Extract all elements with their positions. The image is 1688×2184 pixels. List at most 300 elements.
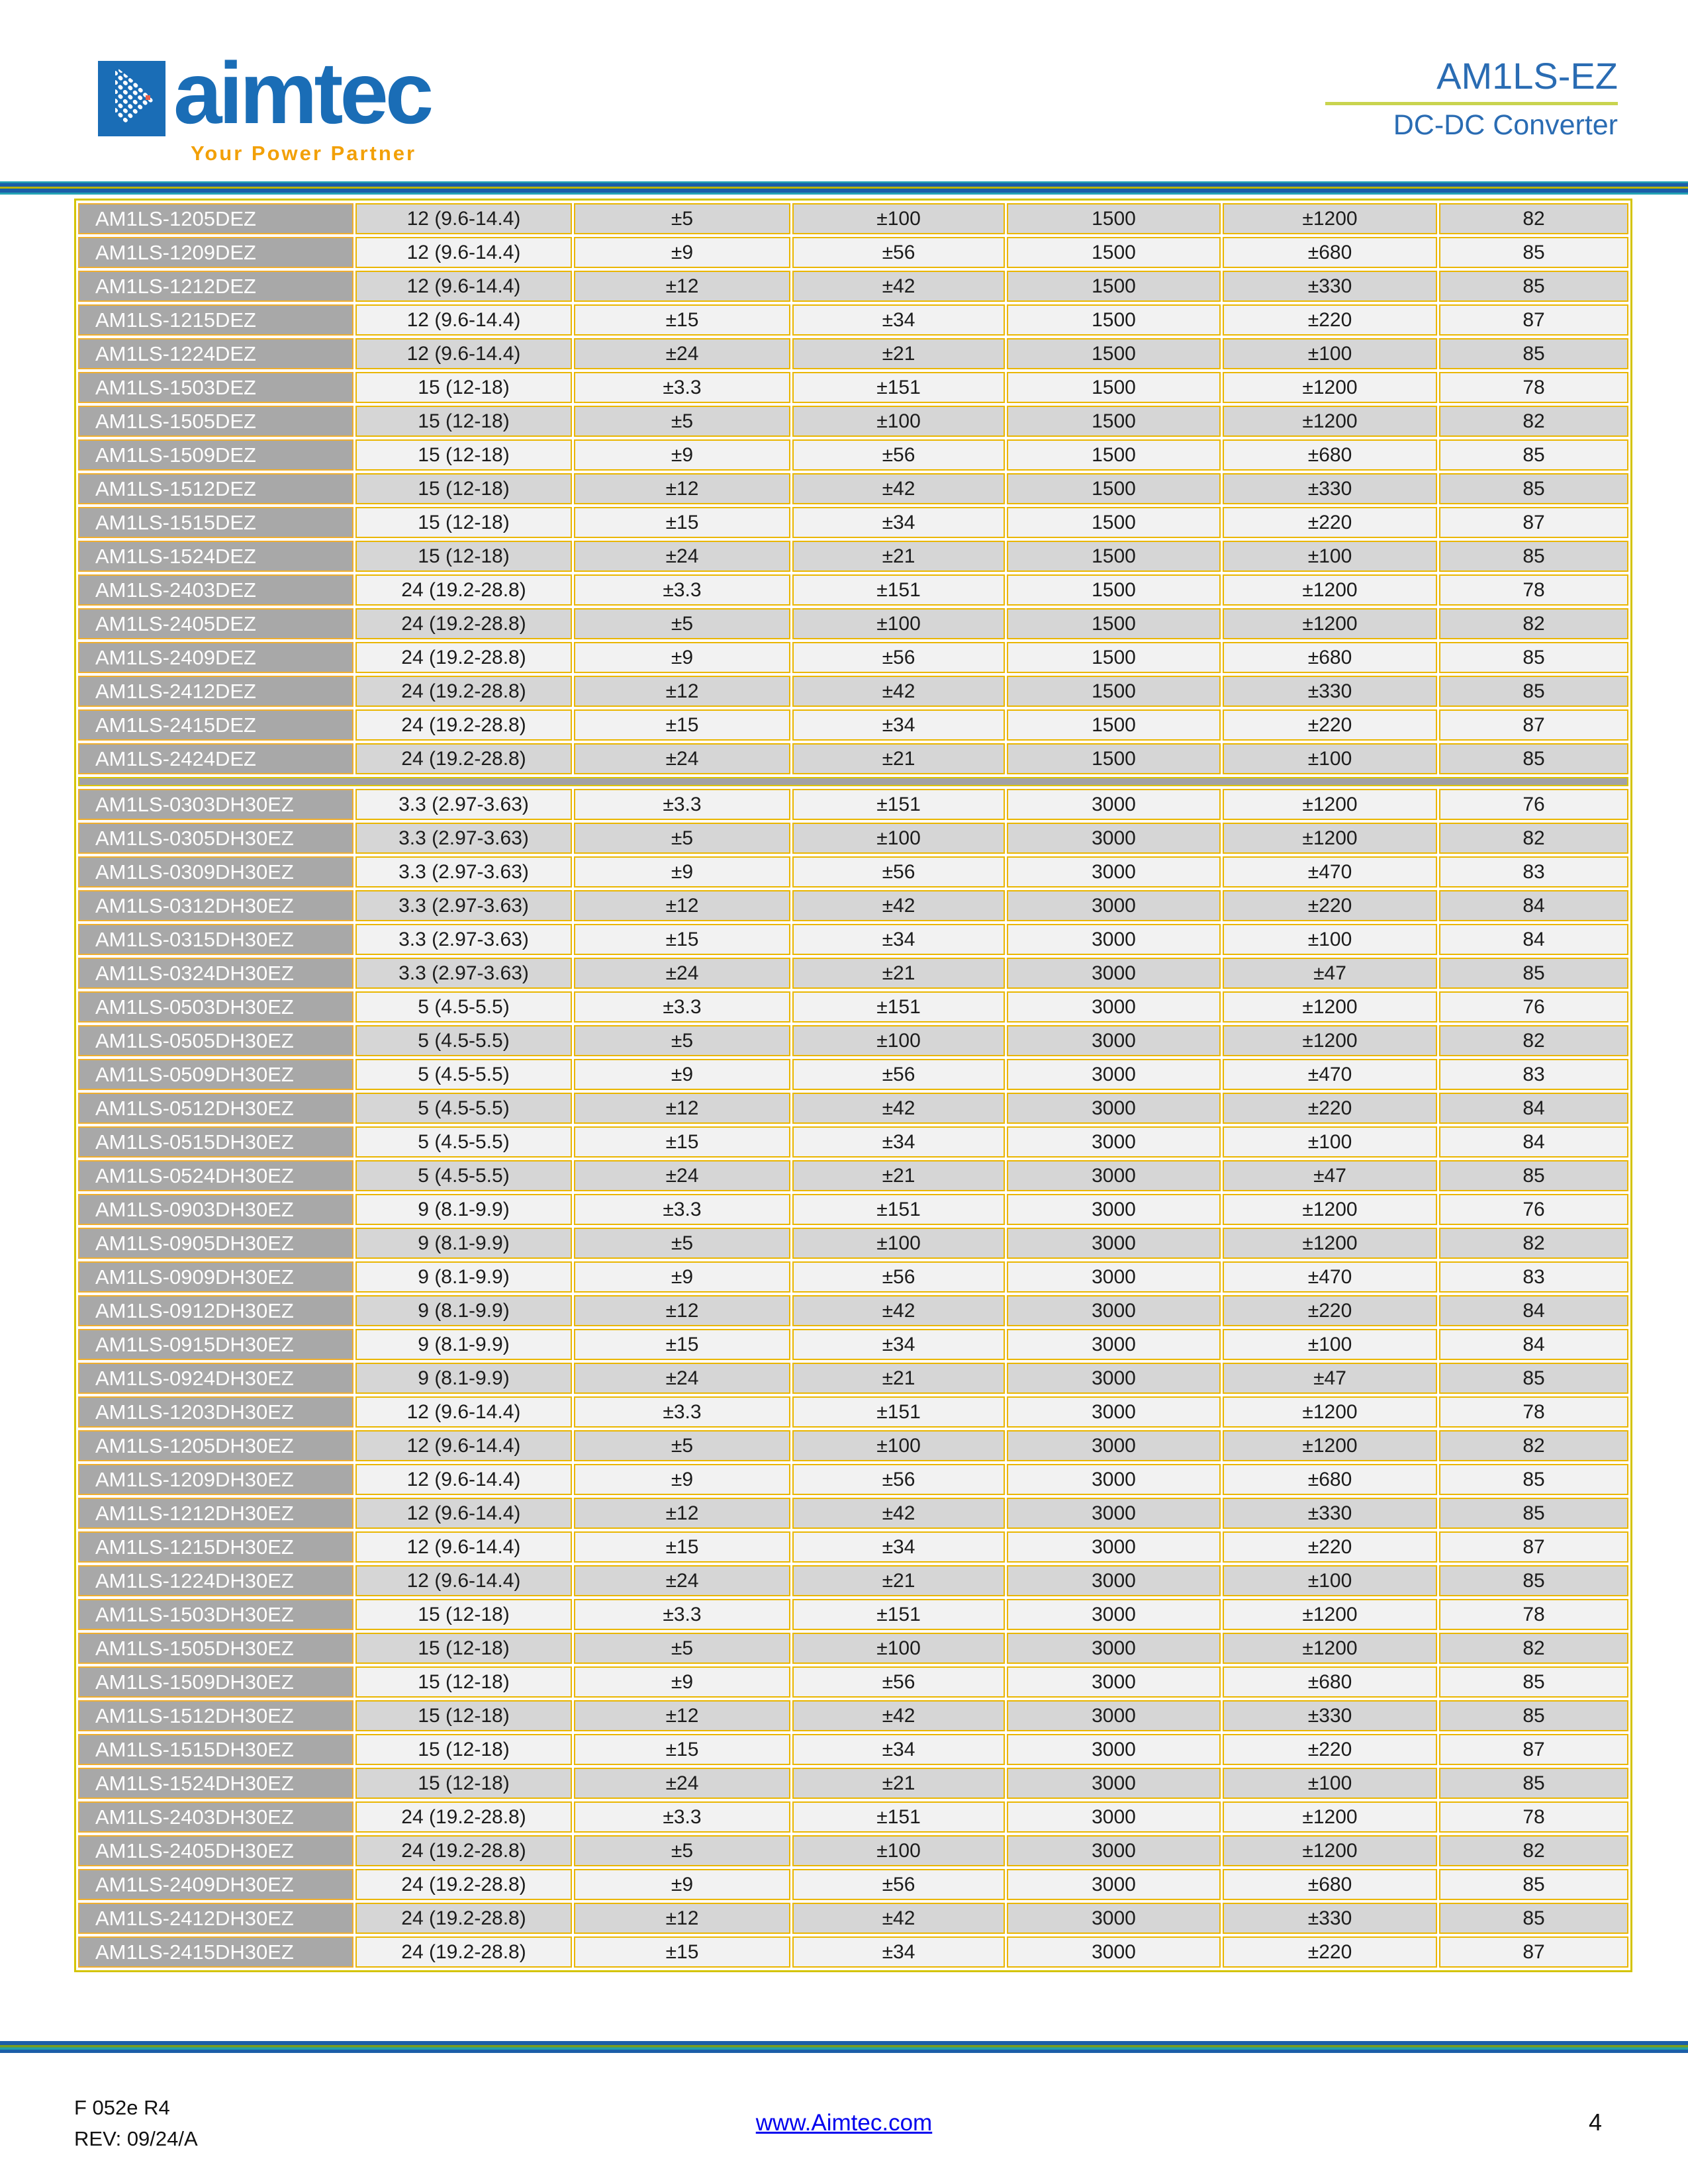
table-row — [78, 1835, 1628, 1866]
efficiency-cell: 85 — [1439, 676, 1628, 707]
model-cell: AM1LS-0503DH30EZ — [78, 991, 353, 1023]
doc-revision: REV: 09/24/A — [74, 2126, 198, 2150]
table-row — [78, 439, 1628, 471]
capacitive-load-cell: ±47 — [1223, 958, 1437, 989]
isolation-cell: 1500 — [1007, 642, 1221, 673]
efficiency-cell: 82 — [1439, 1633, 1628, 1664]
model-cell: AM1LS-0524DH30EZ — [78, 1160, 353, 1191]
output-voltage-cell: ±15 — [574, 1734, 790, 1765]
model-cell: AM1LS-0505DH30EZ — [78, 1025, 353, 1056]
capacitive-load-cell: ±680 — [1223, 1869, 1437, 1900]
capacitive-load-cell: ±220 — [1223, 1093, 1437, 1124]
capacitive-load-cell: ±470 — [1223, 856, 1437, 887]
model-cell: AM1LS-1515DEZ — [78, 507, 353, 538]
output-voltage-cell: ±3.3 — [574, 991, 790, 1023]
model-cell: AM1LS-1212DH30EZ — [78, 1498, 353, 1529]
output-voltage-cell: ±3.3 — [574, 1599, 790, 1630]
input-voltage-cell: 3.3 (2.97-3.63) — [355, 823, 572, 854]
efficiency-cell: 83 — [1439, 856, 1628, 887]
input-voltage-cell: 24 (19.2-28.8) — [355, 1903, 572, 1934]
output-current-cell: ±34 — [792, 924, 1005, 955]
input-voltage-cell: 15 (12-18) — [355, 507, 572, 538]
model-cell: AM1LS-1205DH30EZ — [78, 1430, 353, 1461]
model-cell: AM1LS-1224DH30EZ — [78, 1565, 353, 1596]
table-row — [78, 709, 1628, 741]
output-voltage-cell: ±9 — [574, 439, 790, 471]
efficiency-cell: 82 — [1439, 1430, 1628, 1461]
isolation-cell: 1500 — [1007, 439, 1221, 471]
table-row — [78, 1194, 1628, 1225]
isolation-cell: 3000 — [1007, 1093, 1221, 1124]
output-current-cell: ±42 — [792, 1295, 1005, 1326]
input-voltage-cell: 9 (8.1-9.9) — [355, 1329, 572, 1360]
capacitive-load-cell: ±1200 — [1223, 372, 1437, 403]
output-voltage-cell: ±5 — [574, 1633, 790, 1664]
efficiency-cell: 82 — [1439, 1228, 1628, 1259]
output-current-cell: ±42 — [792, 1700, 1005, 1731]
table-row — [78, 1025, 1628, 1056]
table-row — [78, 1599, 1628, 1630]
capacitive-load-cell: ±220 — [1223, 1295, 1437, 1326]
efficiency-cell: 87 — [1439, 1734, 1628, 1765]
output-voltage-cell: ±12 — [574, 1903, 790, 1934]
output-current-cell: ±21 — [792, 1565, 1005, 1596]
capacitive-load-cell: ±100 — [1223, 1565, 1437, 1596]
output-current-cell: ±56 — [792, 1464, 1005, 1495]
isolation-cell: 3000 — [1007, 823, 1221, 854]
model-cell: AM1LS-0324DH30EZ — [78, 958, 353, 989]
efficiency-cell: 85 — [1439, 642, 1628, 673]
efficiency-cell: 85 — [1439, 1903, 1628, 1934]
output-current-cell: ±34 — [792, 1936, 1005, 1968]
model-cell: AM1LS-2405DH30EZ — [78, 1835, 353, 1866]
output-voltage-cell: ±24 — [574, 1565, 790, 1596]
input-voltage-cell: 15 (12-18) — [355, 1633, 572, 1664]
output-current-cell: ±151 — [792, 991, 1005, 1023]
capacitive-load-cell: ±1200 — [1223, 789, 1437, 820]
output-current-cell: ±100 — [792, 1228, 1005, 1259]
table-row — [78, 823, 1628, 854]
capacitive-load-cell: ±220 — [1223, 890, 1437, 921]
capacitive-load-cell: ±1200 — [1223, 991, 1437, 1023]
output-current-cell: ±42 — [792, 1498, 1005, 1529]
model-cell: AM1LS-0515DH30EZ — [78, 1126, 353, 1158]
output-current-cell: ±100 — [792, 1025, 1005, 1056]
table-row — [78, 1531, 1628, 1563]
output-current-cell: ±151 — [792, 1194, 1005, 1225]
output-voltage-cell: ±15 — [574, 304, 790, 336]
efficiency-cell: 85 — [1439, 1565, 1628, 1596]
input-voltage-cell: 3.3 (2.97-3.63) — [355, 890, 572, 921]
model-cell: AM1LS-1524DEZ — [78, 541, 353, 572]
output-voltage-cell: ±9 — [574, 1869, 790, 1900]
output-current-cell: ±151 — [792, 1599, 1005, 1630]
table-row — [78, 1396, 1628, 1428]
input-voltage-cell: 12 (9.6-14.4) — [355, 271, 572, 302]
efficiency-cell: 85 — [1439, 743, 1628, 774]
output-voltage-cell: ±5 — [574, 823, 790, 854]
table-row — [78, 1700, 1628, 1731]
isolation-cell: 3000 — [1007, 1228, 1221, 1259]
output-voltage-cell: ±5 — [574, 406, 790, 437]
isolation-cell: 3000 — [1007, 789, 1221, 820]
input-voltage-cell: 12 (9.6-14.4) — [355, 203, 572, 234]
input-voltage-cell: 9 (8.1-9.9) — [355, 1194, 572, 1225]
output-current-cell: ±34 — [792, 1126, 1005, 1158]
output-current-cell: ±21 — [792, 1160, 1005, 1191]
output-current-cell: ±151 — [792, 1396, 1005, 1428]
table-row — [78, 1903, 1628, 1934]
output-current-cell: ±21 — [792, 743, 1005, 774]
isolation-cell: 1500 — [1007, 203, 1221, 234]
efficiency-cell: 78 — [1439, 1599, 1628, 1630]
model-cell: AM1LS-0924DH30EZ — [78, 1363, 353, 1394]
isolation-cell: 3000 — [1007, 1430, 1221, 1461]
output-voltage-cell: ±3.3 — [574, 1801, 790, 1833]
efficiency-cell: 85 — [1439, 271, 1628, 302]
efficiency-cell: 85 — [1439, 541, 1628, 572]
isolation-cell: 1500 — [1007, 338, 1221, 369]
model-cell: AM1LS-0303DH30EZ — [78, 789, 353, 820]
output-voltage-cell: ±3.3 — [574, 1396, 790, 1428]
input-voltage-cell: 24 (19.2-28.8) — [355, 743, 572, 774]
input-voltage-cell: 3.3 (2.97-3.63) — [355, 924, 572, 955]
table-row — [78, 890, 1628, 921]
input-voltage-cell: 12 (9.6-14.4) — [355, 237, 572, 268]
model-cell: AM1LS-0905DH30EZ — [78, 1228, 353, 1259]
isolation-cell: 3000 — [1007, 1498, 1221, 1529]
output-current-cell: ±21 — [792, 541, 1005, 572]
capacitive-load-cell: ±100 — [1223, 1126, 1437, 1158]
input-voltage-cell: 9 (8.1-9.9) — [355, 1363, 572, 1394]
efficiency-cell: 85 — [1439, 473, 1628, 504]
output-current-cell: ±56 — [792, 439, 1005, 471]
model-cell: AM1LS-0915DH30EZ — [78, 1329, 353, 1360]
output-current-cell: ±21 — [792, 1363, 1005, 1394]
model-cell: AM1LS-2405DEZ — [78, 608, 353, 639]
capacitive-load-cell: ±220 — [1223, 1531, 1437, 1563]
isolation-cell: 1500 — [1007, 237, 1221, 268]
input-voltage-cell: 3.3 (2.97-3.63) — [355, 789, 572, 820]
efficiency-cell: 83 — [1439, 1261, 1628, 1293]
model-cell: AM1LS-0309DH30EZ — [78, 856, 353, 887]
output-current-cell: ±34 — [792, 1531, 1005, 1563]
model-cell: AM1LS-1215DH30EZ — [78, 1531, 353, 1563]
model-cell: AM1LS-2403DH30EZ — [78, 1801, 353, 1833]
table-row — [78, 372, 1628, 403]
input-voltage-cell: 24 (19.2-28.8) — [355, 676, 572, 707]
output-voltage-cell: ±12 — [574, 1498, 790, 1529]
capacitive-load-cell: ±470 — [1223, 1261, 1437, 1293]
capacitive-load-cell: ±680 — [1223, 642, 1437, 673]
output-voltage-cell: ±5 — [574, 1430, 790, 1461]
product-subtitle: DC-DC Converter — [1393, 109, 1618, 141]
efficiency-cell: 76 — [1439, 991, 1628, 1023]
capacitive-load-cell: ±1200 — [1223, 1194, 1437, 1225]
isolation-cell: 3000 — [1007, 1700, 1221, 1731]
output-current-cell: ±100 — [792, 1633, 1005, 1664]
capacitive-load-cell: ±220 — [1223, 1936, 1437, 1968]
efficiency-cell: 78 — [1439, 1396, 1628, 1428]
table-row — [78, 338, 1628, 369]
input-voltage-cell: 24 (19.2-28.8) — [355, 574, 572, 606]
isolation-cell: 3000 — [1007, 1734, 1221, 1765]
capacitive-load-cell: ±1200 — [1223, 1599, 1437, 1630]
capacitive-load-cell: ±1200 — [1223, 1430, 1437, 1461]
output-voltage-cell: ±5 — [574, 1835, 790, 1866]
output-current-cell: ±56 — [792, 642, 1005, 673]
output-current-cell: ±34 — [792, 1329, 1005, 1360]
output-voltage-cell: ±24 — [574, 338, 790, 369]
isolation-cell: 3000 — [1007, 1160, 1221, 1191]
models-table — [74, 199, 1632, 1972]
output-current-cell: ±151 — [792, 1801, 1005, 1833]
model-cell: AM1LS-1224DEZ — [78, 338, 353, 369]
efficiency-cell: 82 — [1439, 203, 1628, 234]
capacitive-load-cell: ±470 — [1223, 1059, 1437, 1090]
input-voltage-cell: 24 (19.2-28.8) — [355, 642, 572, 673]
output-current-cell: ±100 — [792, 823, 1005, 854]
table-row — [78, 1160, 1628, 1191]
output-current-cell: ±100 — [792, 1430, 1005, 1461]
table-row — [78, 1126, 1628, 1158]
isolation-cell: 1500 — [1007, 304, 1221, 336]
input-voltage-cell: 15 (12-18) — [355, 1734, 572, 1765]
model-cell: AM1LS-1505DH30EZ — [78, 1633, 353, 1664]
output-voltage-cell: ±3.3 — [574, 372, 790, 403]
capacitive-load-cell: ±330 — [1223, 1903, 1437, 1934]
capacitive-load-cell: ±1200 — [1223, 823, 1437, 854]
capacitive-load-cell: ±680 — [1223, 237, 1437, 268]
table-row — [78, 1363, 1628, 1394]
capacitive-load-cell: ±220 — [1223, 507, 1437, 538]
model-cell: AM1LS-1524DH30EZ — [78, 1768, 353, 1799]
isolation-cell: 1500 — [1007, 709, 1221, 741]
capacitive-load-cell: ±47 — [1223, 1363, 1437, 1394]
output-voltage-cell: ±12 — [574, 271, 790, 302]
table-row — [78, 473, 1628, 504]
model-cell: AM1LS-1515DH30EZ — [78, 1734, 353, 1765]
table-row — [78, 642, 1628, 673]
model-cell: AM1LS-0903DH30EZ — [78, 1194, 353, 1225]
output-current-cell: ±151 — [792, 789, 1005, 820]
isolation-cell: 3000 — [1007, 1363, 1221, 1394]
input-voltage-cell: 9 (8.1-9.9) — [355, 1261, 572, 1293]
isolation-cell: 1500 — [1007, 541, 1221, 572]
models-table-body — [78, 203, 1628, 1968]
efficiency-cell: 85 — [1439, 1768, 1628, 1799]
isolation-cell: 3000 — [1007, 1768, 1221, 1799]
table-row — [78, 507, 1628, 538]
input-voltage-cell: 5 (4.5-5.5) — [355, 1126, 572, 1158]
input-voltage-cell: 24 (19.2-28.8) — [355, 1835, 572, 1866]
table-row — [78, 1936, 1628, 1968]
capacitive-load-cell: ±100 — [1223, 1329, 1437, 1360]
efficiency-cell: 85 — [1439, 338, 1628, 369]
table-row — [78, 1498, 1628, 1529]
output-voltage-cell: ±3.3 — [574, 1194, 790, 1225]
output-voltage-cell: ±24 — [574, 1160, 790, 1191]
isolation-cell: 3000 — [1007, 1261, 1221, 1293]
output-voltage-cell: ±24 — [574, 743, 790, 774]
model-cell: AM1LS-0312DH30EZ — [78, 890, 353, 921]
table-row — [78, 608, 1628, 639]
output-current-cell: ±34 — [792, 507, 1005, 538]
efficiency-cell: 87 — [1439, 1936, 1628, 1968]
output-current-cell: ±21 — [792, 338, 1005, 369]
table-row — [78, 1228, 1628, 1259]
input-voltage-cell: 24 (19.2-28.8) — [355, 608, 572, 639]
input-voltage-cell: 12 (9.6-14.4) — [355, 1498, 572, 1529]
isolation-cell: 1500 — [1007, 406, 1221, 437]
model-cell: AM1LS-1209DEZ — [78, 237, 353, 268]
output-current-cell: ±56 — [792, 856, 1005, 887]
isolation-cell: 3000 — [1007, 1295, 1221, 1326]
input-voltage-cell: 12 (9.6-14.4) — [355, 338, 572, 369]
isolation-cell: 3000 — [1007, 1464, 1221, 1495]
table-row — [78, 1093, 1628, 1124]
table-row — [78, 1464, 1628, 1495]
website-link[interactable]: www.Aimtec.com — [755, 2110, 933, 2136]
capacitive-load-cell: ±220 — [1223, 1734, 1437, 1765]
isolation-cell: 1500 — [1007, 608, 1221, 639]
table-row — [78, 1329, 1628, 1360]
output-current-cell: ±100 — [792, 608, 1005, 639]
isolation-cell: 3000 — [1007, 1059, 1221, 1090]
isolation-cell: 1500 — [1007, 473, 1221, 504]
efficiency-cell: 84 — [1439, 1093, 1628, 1124]
output-voltage-cell: ±5 — [574, 608, 790, 639]
table-row — [78, 1734, 1628, 1765]
header-divider — [0, 181, 1688, 195]
output-current-cell: ±151 — [792, 372, 1005, 403]
model-cell: AM1LS-0909DH30EZ — [78, 1261, 353, 1293]
efficiency-cell: 82 — [1439, 1835, 1628, 1866]
output-voltage-cell: ±12 — [574, 473, 790, 504]
doc-ref: F 052e R4 — [74, 2096, 170, 2119]
isolation-cell: 1500 — [1007, 271, 1221, 302]
isolation-cell: 3000 — [1007, 1599, 1221, 1630]
capacitive-load-cell: ±100 — [1223, 338, 1437, 369]
input-voltage-cell: 12 (9.6-14.4) — [355, 1430, 572, 1461]
efficiency-cell: 84 — [1439, 1329, 1628, 1360]
isolation-cell: 3000 — [1007, 958, 1221, 989]
isolation-cell: 3000 — [1007, 856, 1221, 887]
isolation-cell: 3000 — [1007, 1194, 1221, 1225]
output-current-cell: ±151 — [792, 574, 1005, 606]
model-cell: AM1LS-0509DH30EZ — [78, 1059, 353, 1090]
capacitive-load-cell: ±1200 — [1223, 608, 1437, 639]
output-voltage-cell: ±15 — [574, 709, 790, 741]
model-cell: AM1LS-2403DEZ — [78, 574, 353, 606]
efficiency-cell: 78 — [1439, 574, 1628, 606]
isolation-cell: 3000 — [1007, 991, 1221, 1023]
output-voltage-cell: ±5 — [574, 1228, 790, 1259]
model-cell: AM1LS-1505DEZ — [78, 406, 353, 437]
table-row — [78, 1768, 1628, 1799]
efficiency-cell: 83 — [1439, 1059, 1628, 1090]
output-current-cell: ±34 — [792, 1734, 1005, 1765]
model-cell: AM1LS-1205DEZ — [78, 203, 353, 234]
output-voltage-cell: ±15 — [574, 507, 790, 538]
output-voltage-cell: ±5 — [574, 203, 790, 234]
efficiency-cell: 87 — [1439, 507, 1628, 538]
efficiency-cell: 87 — [1439, 1531, 1628, 1563]
isolation-cell: 3000 — [1007, 1025, 1221, 1056]
output-voltage-cell: ±15 — [574, 1126, 790, 1158]
isolation-cell: 3000 — [1007, 1835, 1221, 1866]
model-cell: AM1LS-1503DH30EZ — [78, 1599, 353, 1630]
output-current-cell: ±56 — [792, 1666, 1005, 1698]
isolation-cell: 3000 — [1007, 1329, 1221, 1360]
table-row — [78, 1633, 1628, 1664]
model-cell: AM1LS-2412DH30EZ — [78, 1903, 353, 1934]
isolation-cell: 3000 — [1007, 1396, 1221, 1428]
table-row — [78, 1666, 1628, 1698]
table-row — [78, 991, 1628, 1023]
model-cell: AM1LS-2424DEZ — [78, 743, 353, 774]
input-voltage-cell: 15 (12-18) — [355, 473, 572, 504]
output-voltage-cell: ±9 — [574, 1059, 790, 1090]
input-voltage-cell: 15 (12-18) — [355, 541, 572, 572]
table-row — [78, 304, 1628, 336]
capacitive-load-cell: ±100 — [1223, 1768, 1437, 1799]
capacitive-load-cell: ±680 — [1223, 1666, 1437, 1698]
efficiency-cell: 85 — [1439, 237, 1628, 268]
efficiency-cell: 85 — [1439, 958, 1628, 989]
input-voltage-cell: 12 (9.6-14.4) — [355, 1396, 572, 1428]
efficiency-cell: 82 — [1439, 406, 1628, 437]
output-current-cell: ±42 — [792, 271, 1005, 302]
input-voltage-cell: 12 (9.6-14.4) — [355, 304, 572, 336]
output-voltage-cell: ±9 — [574, 237, 790, 268]
capacitive-load-cell: ±680 — [1223, 439, 1437, 471]
isolation-cell: 3000 — [1007, 1936, 1221, 1968]
isolation-cell: 3000 — [1007, 1903, 1221, 1934]
isolation-cell: 1500 — [1007, 507, 1221, 538]
output-current-cell: ±34 — [792, 304, 1005, 336]
output-current-cell: ±42 — [792, 1093, 1005, 1124]
output-current-cell: ±100 — [792, 1835, 1005, 1866]
brand-wordmark: aimtec — [173, 44, 431, 142]
input-voltage-cell: 12 (9.6-14.4) — [355, 1531, 572, 1563]
capacitive-load-cell: ±1200 — [1223, 1801, 1437, 1833]
input-voltage-cell: 15 (12-18) — [355, 1700, 572, 1731]
model-cell: AM1LS-2409DH30EZ — [78, 1869, 353, 1900]
efficiency-cell: 84 — [1439, 890, 1628, 921]
efficiency-cell: 85 — [1439, 1869, 1628, 1900]
isolation-cell: 3000 — [1007, 1869, 1221, 1900]
isolation-cell: 3000 — [1007, 1531, 1221, 1563]
model-cell: AM1LS-1509DH30EZ — [78, 1666, 353, 1698]
isolation-cell: 1500 — [1007, 372, 1221, 403]
efficiency-cell: 82 — [1439, 823, 1628, 854]
input-voltage-cell: 24 (19.2-28.8) — [355, 1801, 572, 1833]
capacitive-load-cell: ±330 — [1223, 676, 1437, 707]
input-voltage-cell: 15 (12-18) — [355, 1666, 572, 1698]
output-voltage-cell: ±12 — [574, 890, 790, 921]
input-voltage-cell: 15 (12-18) — [355, 1599, 572, 1630]
efficiency-cell: 76 — [1439, 789, 1628, 820]
isolation-cell: 3000 — [1007, 1801, 1221, 1833]
capacitive-load-cell: ±47 — [1223, 1160, 1437, 1191]
output-current-cell: ±42 — [792, 473, 1005, 504]
efficiency-cell: 87 — [1439, 304, 1628, 336]
aimtec-logo-icon — [98, 61, 165, 136]
model-cell: AM1LS-1512DH30EZ — [78, 1700, 353, 1731]
output-current-cell: ±100 — [792, 203, 1005, 234]
model-cell: AM1LS-0912DH30EZ — [78, 1295, 353, 1326]
